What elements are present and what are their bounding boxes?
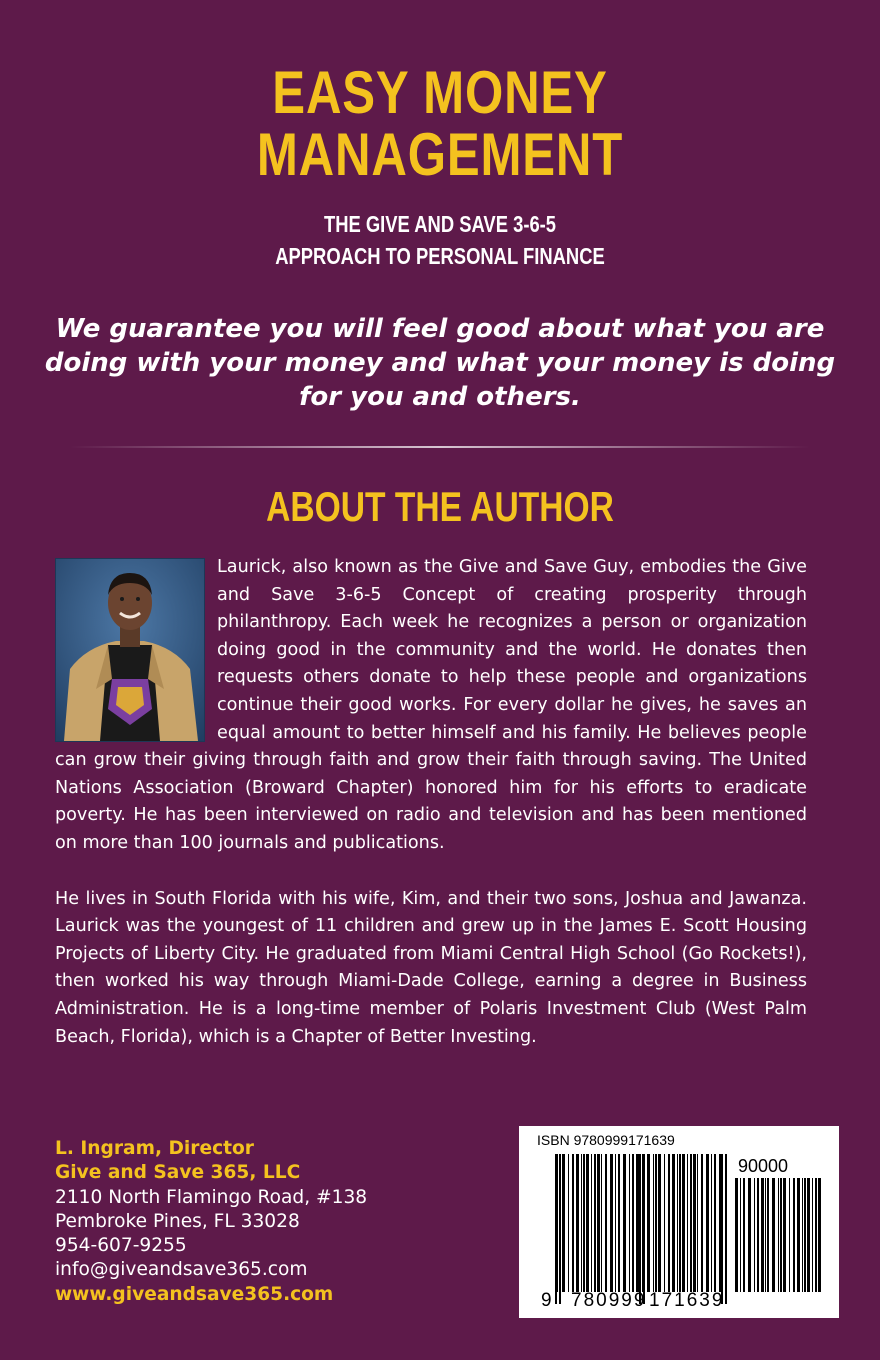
contact-block	[55, 1137, 367, 1307]
barcode-box	[519, 1126, 839, 1318]
contact-address-2: Pembroke Pines, FL 33028	[55, 1210, 300, 1232]
tagline: We guarantee you will feel good about what you are doing with your money and what your money is doing for you and others.	[44, 314, 836, 412]
about-heading: ABOUT THE AUTHOR	[266, 483, 614, 530]
isbn-label: ISBN 9780999171639	[537, 1132, 675, 1148]
bio-paragraph-1: Laurick, also known as the Give and Save Guy, embodies the Give and Save 3-6-5 Concept of creating prosperity through philanthropy. Each week he recognizes a person or organization doing good in the community and the world. He donates then requests others donate to help these people and organizations continue their good works. For every dollar he gives, he saves an equal amount to better himself and his family. He believes people can grow their giving through faith and grow their faith through saving. The United Nations Association (Broward Chapter) honored him for his efforts to eradicate poverty. He has been interviewed on radio and television and has been mentioned on more than 100 journals and publications.	[55, 557, 807, 853]
author-photo	[55, 558, 205, 742]
contact-name: L. Ingram, Director	[55, 1138, 254, 1159]
divider	[70, 446, 810, 448]
contact-company: Give and Save 365, LLC	[55, 1162, 301, 1184]
contact-website[interactable]: www.giveandsave365.com	[55, 1283, 334, 1305]
book-title	[79, 59, 801, 188]
barcode-digit-first: 9	[541, 1290, 552, 1311]
title-line-1: EASY MONEY	[272, 59, 608, 126]
bio-paragraph-2: He lives in South Florida with his wife, Kim, and their two sons, Joshua and Jawanza. Laurick was the youngest of 11 children and grew up in the James E. Scott Housing Projects of Liberty City. He graduated from Miami Central High School (Go Rockets!), then worked his way through Miami-Dade College, earning a degree in Business Administration. He is a long-time member of Polaris Investment Club (West Palm Beach, Florida), which is a Chapter of Better Investing.	[55, 888, 807, 1047]
barcode-digit-group-1: 780999	[571, 1290, 647, 1311]
book-subtitle	[88, 208, 792, 272]
contact-email[interactable]: info@giveandsave365.com	[55, 1259, 308, 1281]
title-line-2: MANAGEMENT	[256, 121, 624, 188]
author-bio	[55, 554, 807, 1079]
subtitle-line-1: THE GIVE AND SAVE 3-6-5	[323, 211, 557, 237]
contact-address-1: 2110 North Flamingo Road, #138	[55, 1186, 368, 1208]
barcode-digit-group-2: 171639	[649, 1290, 725, 1311]
price-code: 90000	[738, 1156, 789, 1176]
subtitle-line-2: APPROACH TO PERSONAL FINANCE	[275, 243, 605, 269]
contact-phone: 954-607-9255	[55, 1235, 187, 1257]
